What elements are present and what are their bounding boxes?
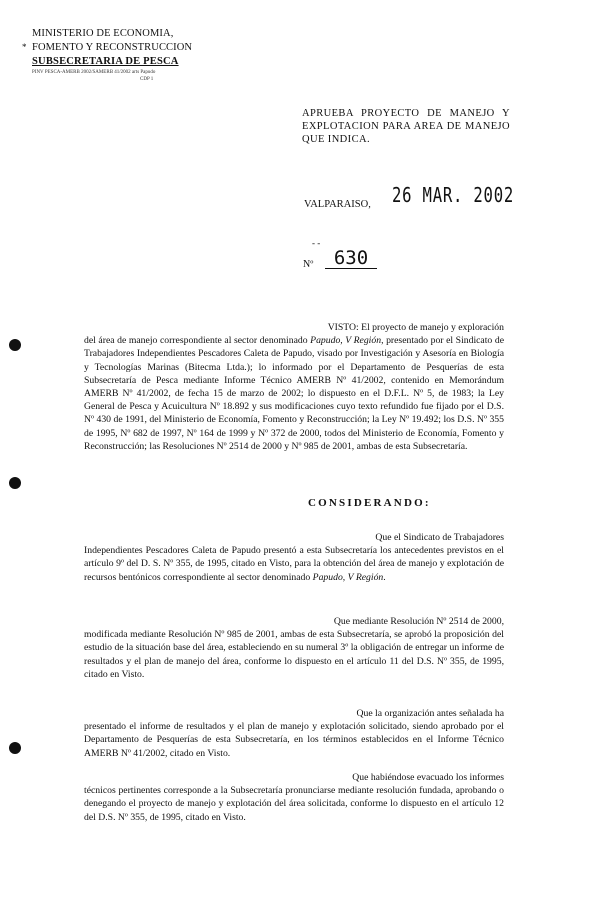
- visto-text: del área de manejo correspondiente al sector denominado: [84, 335, 311, 347]
- visto-lead: VISTO: El proyecto de manejo y exploración: [327, 322, 504, 333]
- considerando-1: [84, 531, 504, 584]
- ministry-line: MINISTERIO DE ECONOMIA,: [32, 28, 174, 39]
- considerando-heading: CONSIDERANDO:: [308, 497, 431, 509]
- considerando-4-text: técnicos pertinentes corresponde a la Subsecretaría pronunciarse mediante resolución fundada, aprobando o denegando el proyecto de manejo y explotación del área solicitada, conforme lo dispuesto en el artículo 12 del D.S. Nº 355, de 1995, citado en Visto.: [84, 785, 504, 823]
- considerando-2-text: modificada mediante Resolución Nº 985 de 2001, ambas de esta Subsecretaría, se aprobó la proposición del estudio de la situación base del área, estableciendo en su numeral 3º la obligación de entregar un informe de resultados y el plan de manejo del área, conforme lo dispuesto en el artículo 11 del D.S. Nº 355, de 1995, citado en Visto.: [84, 629, 504, 680]
- considerando-1-end: .: [383, 571, 386, 583]
- considerando-3-lead: Que la organización antes señalada ha: [356, 708, 504, 719]
- visto-place: Papudo, V Región: [310, 335, 382, 347]
- reference-code: PINV PESCA-AMERB 2002/SAMERB 41/2002 arts Papudo: [32, 70, 156, 75]
- number-label: Nº: [303, 259, 314, 270]
- considerando-1-place: Papudo, V Región: [312, 571, 384, 583]
- subsecretaria-line: SUBSECRETARIA DE PESCA: [32, 56, 179, 67]
- punch-hole: [9, 477, 21, 489]
- resolution-number: 630: [325, 249, 377, 269]
- considerando-3: [84, 707, 504, 760]
- considerando-4-lead: Que habiéndose evacuado los informes: [352, 772, 504, 783]
- considerando-4: [84, 771, 504, 824]
- resolution-subject: APRUEBA PROYECTO DE MANEJO Y EXPLOTACION PARA AREA DE MANEJO QUE INDICA.: [302, 108, 510, 145]
- place-label: VALPARAISO,: [304, 199, 371, 210]
- visto-text-2: , presentado por el Sindicato de Trabajadores Independientes Pescadores Caleta de Papudo, visado por Investigación y Asesoría en Biología y Tecnologías Marinas (Bitecma Ltda.); lo informado por el Departamento de Pesquerías de esta Subsecretaría de Pesca mediante Informe Técnico AMERB Nº 41/2002, contenido en Memorándum AMERB Nº 41/2002, de fecha 15 de marzo de 2002; lo dispuesto en el D.F.L. Nº 5, de 1983; la Ley General de Pesca y Acuicultura Nº 18.892 y sus modificaciones cuyo texto refundido fue fijado por el D.S. Nº 430 de 1991, del Ministerio de Economía, Fomento y Reconstrucción; la Ley Nº 19.492; los D.S. Nº 355 de 1995, Nº 682 de 1997, Nº 164 de 1999 y Nº 372 de 2000, todos del Ministerio de Economía, Fomento y Reconstrucción; las Resoluciones Nº 2514 de 2000 y Nº 985 de 2001, ambas de esta Subsecretaría.: [84, 335, 504, 452]
- considerando-3-text: presentado el informe de resultados y el plan de manejo y explotación solicitado, siendo aprobado por el Departamento de Pesquerías de esta Subsecretaría, en los términos establecidos en el Informe Técnico AMERB Nº 41/2002, citado en Visto.: [84, 721, 504, 759]
- considerando-1-lead: Que el Sindicato de Trabajadores: [375, 532, 504, 543]
- ministry-line-2: FOMENTO Y RECONSTRUCCION: [32, 42, 193, 53]
- letterhead: [32, 27, 232, 83]
- punch-hole: [9, 339, 21, 351]
- punch-hole: [9, 742, 21, 754]
- margin-mark: *: [22, 42, 27, 52]
- number-dash: - -: [312, 238, 321, 248]
- reference-code-2: CDP 1: [140, 77, 154, 82]
- considerando-1-text: Independientes Pescadores Caleta de Papudo presentó a esta Subsecretaría los antecedentes previstos en el artículo 9º del D. S. Nº 355, de 1995, citado en Visto, para la obtención del área de manejo y explotación de recursos bentónicos correspondiente al sector denominado: [84, 545, 504, 583]
- considerando-2-lead: Que mediante Resolución Nº 2514 de 2000,: [333, 616, 504, 627]
- considerando-2: [84, 615, 504, 681]
- date-stamp: 26 MAR. 2002: [392, 183, 515, 207]
- visto-paragraph: [84, 321, 504, 453]
